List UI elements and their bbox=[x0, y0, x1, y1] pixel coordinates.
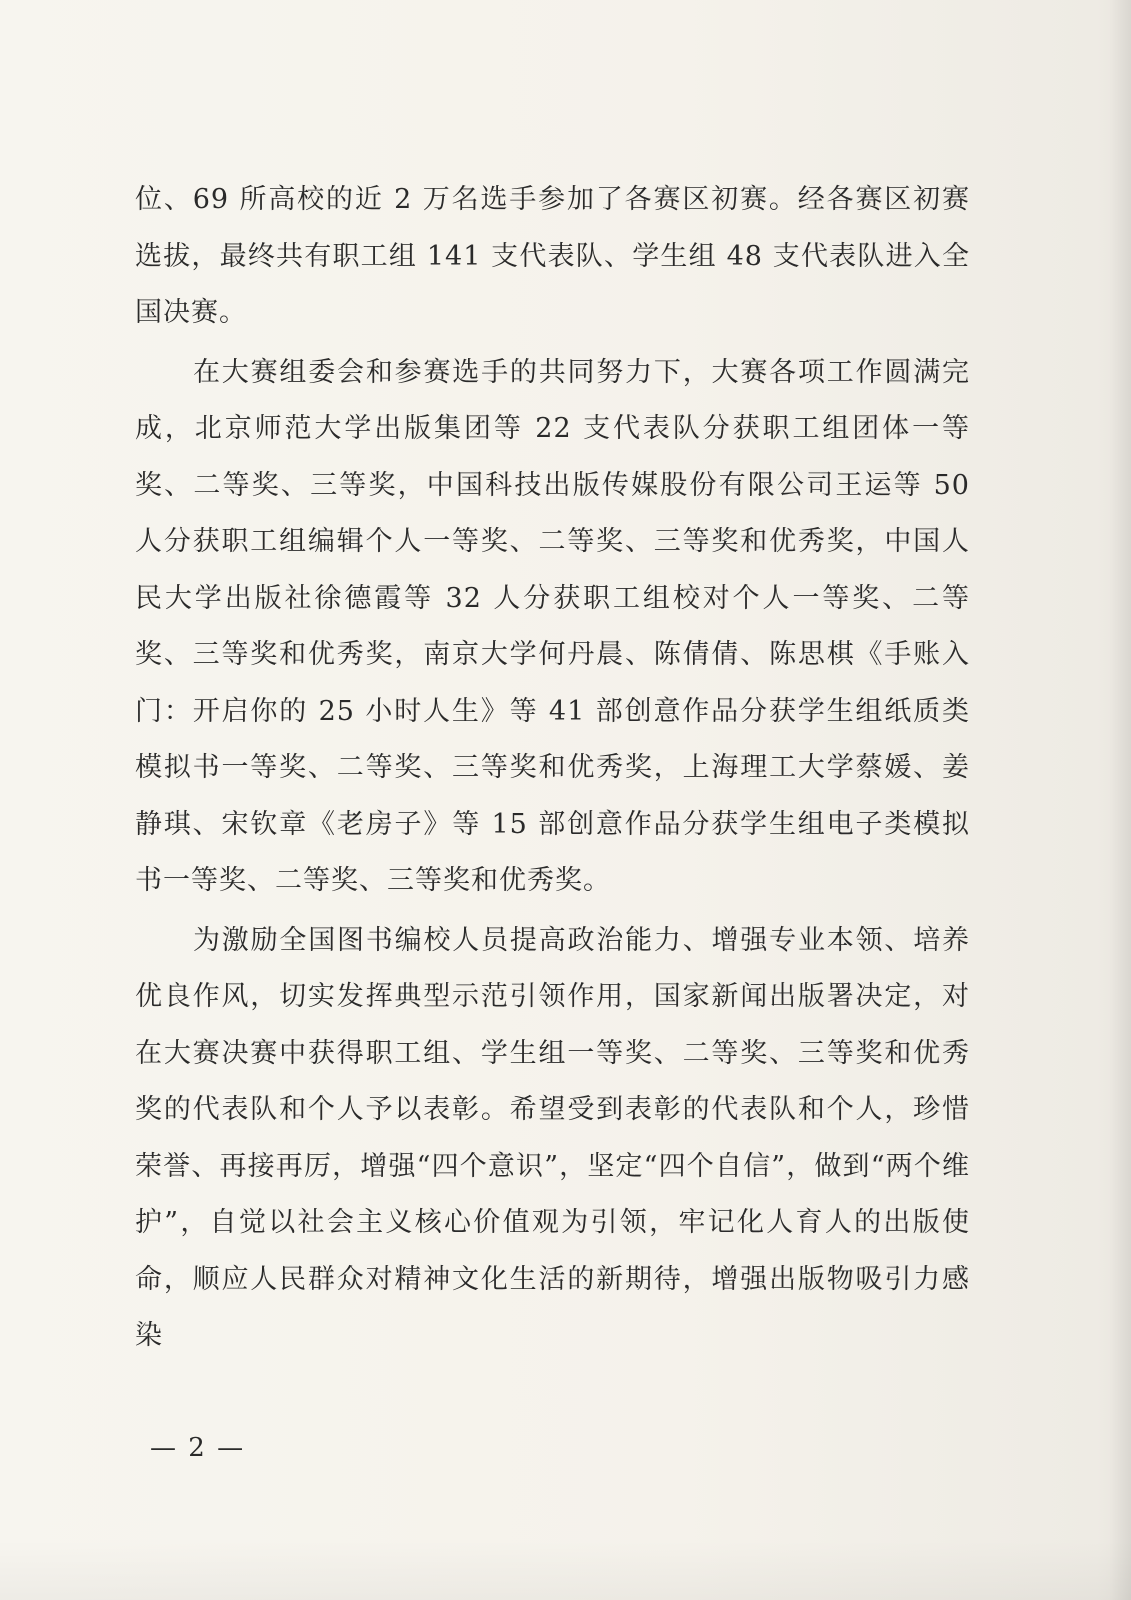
page-edge-shadow bbox=[1109, 0, 1131, 1600]
document-body bbox=[135, 172, 970, 1368]
page-number: — 2 — bbox=[150, 1433, 246, 1463]
paragraph-commendation: 为激励全国图书编校人员提高政治能力、增强专业本领、培养优良作风，切实发挥典型示范引领作用，国家新闻出版署决定，对在大赛决赛中获得职工组、学生组一等奖、二等奖、三等奖和优秀奖的代表队和个人予以表彰。希望受到表彰的代表队和个人，珍惜荣誉、再接再厉，增强“四个意识”，坚定“四个自信”，做到“两个维护”，自觉以社会主义核心价值观为引领，牢记化人育人的出版使命，顺应人民群众对精神文化生活的新期待，增强出版物吸引力感染 bbox=[135, 924, 970, 1351]
paragraph-continuation: 位、69 所高校的近 2 万名选手参加了各赛区初赛。经各赛区初赛选拔，最终共有职工组 141 支代表队、学生组 48 支代表队进入全国决赛。 bbox=[135, 184, 970, 328]
paragraph-awards: 在大赛组委会和参赛选手的共同努力下，大赛各项工作圆满完成，北京师范大学出版集团等 22 支代表队分获职工组团体一等奖、二等奖、三等奖，中国科技出版传媒股份有限公司王运等 50 人分获职工组编辑个人一等奖、二等奖、三等奖和优秀奖，中国人民大学出版社徐德霞等 32 人分获职工组校对个人一等奖、二等奖、三等奖和优秀奖，南京大学何丹晨、陈倩倩、陈思棋《手账入门：开启你的 25 小时人生》等 41 部创意作品分获学生组纸质类模拟书一等奖、二等奖、三等奖和优秀奖，上海理工大学蔡媛、姜静琪、宋钦章《老房子》等 15 部创意作品分获学生组电子类模拟书一等奖、二等奖、三等奖和优秀奖。 bbox=[135, 356, 970, 896]
page-bottom-shade bbox=[0, 1540, 1131, 1600]
